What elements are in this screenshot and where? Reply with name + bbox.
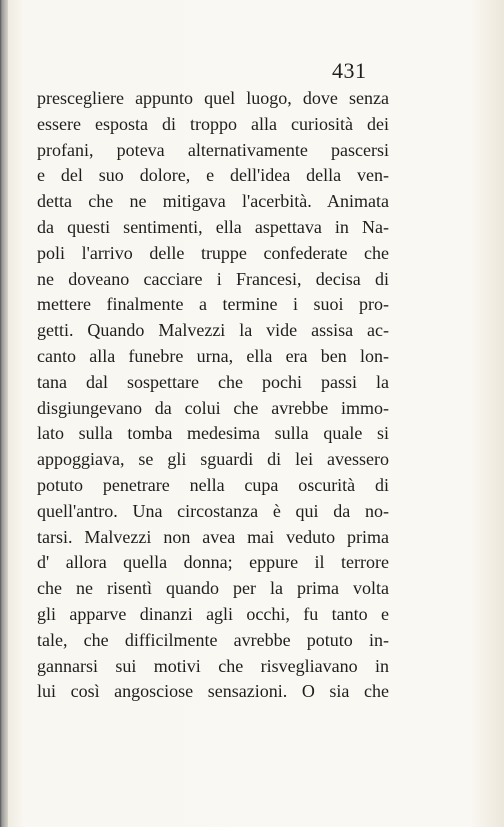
page-number: 431 [332,58,367,83]
text-line: mettere finalmente a termine i suoi pro- [37,294,389,315]
text-line: gannarsi sui motivi che risvegliavano in [37,655,389,676]
text-line: gli apparve dinanzi agli occhi, fu tanto e [37,603,389,624]
text-line: ne doveano cacciare i Francesi, decisa di [37,268,389,289]
text-line: detta che ne mitigava l'acerbità. Animata [37,191,389,212]
text-line: d' allora quella donna; eppure il terrore [37,552,389,573]
text-line: lui così angosciose sensazioni. O sia che [37,681,389,702]
text-line: getti. Quando Malvezzi la vide assisa ac- [37,320,389,341]
text-line: quell'antro. Una circostanza è qui da no- [37,500,389,521]
text-line: prescegliere appunto quel luogo, dove senza [37,88,389,108]
page-binding-shadow [0,0,8,827]
text-line: lato sulla tomba medesima sulla quale si [37,423,389,444]
text-line: potuto penetrare nella cupa oscurità di [37,474,389,495]
text-line: essere esposta di troppo alla curiosità dei [37,113,389,134]
text-line: che ne risentì quando per la prima volta [37,578,389,599]
text-line: canto alla funebre urna, ella era ben lon- [37,345,389,366]
text-line: disgiungevano da colui che avrebbe immo- [37,397,389,418]
text-line: appoggiava, se gli sguardi di lei avessero [37,449,389,470]
text-line: poli l'arrivo delle truppe confederate che [37,242,389,263]
text-line: profani, poteva alternativamente pascersi [37,139,389,160]
text-line: e del suo dolore, e dell'idea della ven- [37,165,389,186]
text-line: da questi sentimenti, ella aspettava in Na- [37,216,389,237]
text-line: tana dal sospettare che pochi passi la [37,371,389,392]
text-line: tarsi. Malvezzi non avea mai veduto prima [37,526,389,547]
text-line: tale, che difficilmente avrebbe potuto in- [37,629,389,650]
body-text [37,86,389,705]
